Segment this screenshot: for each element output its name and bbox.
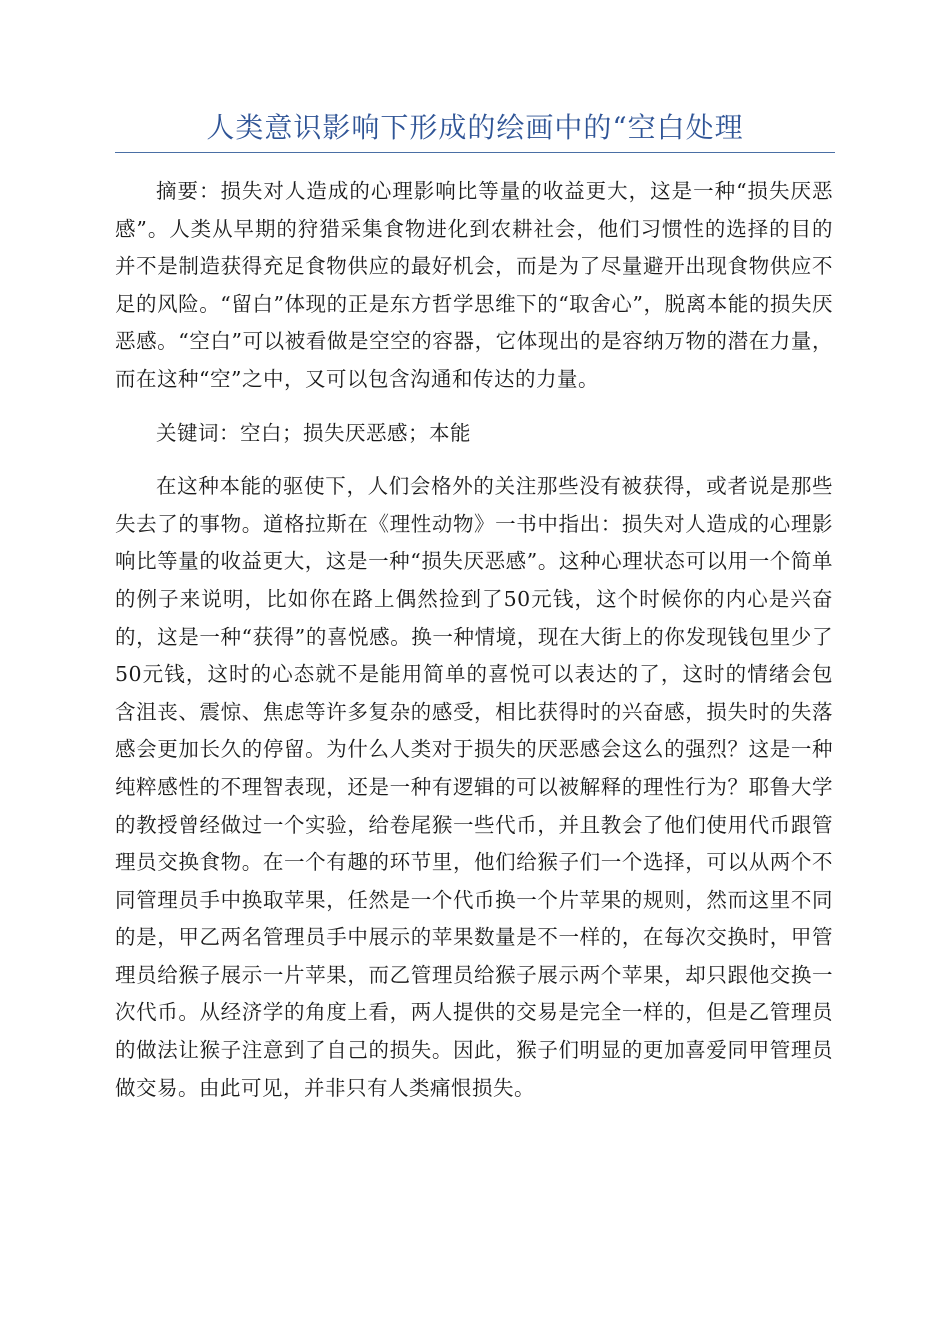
document-body [115, 173, 833, 1123]
title-block [115, 108, 835, 153]
body-paragraph: 在这种本能的驱使下，人们会格外的关注那些没有被获得，或者说是那些失去了的事物。道格拉斯在《理性动物》一书中指出：损失对人造成的心理影响比等量的收益更大，这是一种“损失厌恶感”。这种心理状态可以用一个简单的例子来说明，比如你在路上偶然捡到了50元钱，这个时候你的内心是兴奋的，这是一种“获得”的喜悦感。换一种情境，现在大街上的你发现钱包里少了50元钱，这时的心态就不是能用简单的喜悦可以表达的了，这时的情绪会包含沮丧、震惊、焦虑等许多复杂的感受，相比获得时的兴奋感，损失时的失落感会更加长久的停留。为什么人类对于损失的厌恶感会这么的强烈？这是一种纯粹感性的不理智表现，还是一种有逻辑的可以被解释的理性行为？耶鲁大学的教授曾经做过一个实验，给卷尾猴一些代币，并且教会了他们使用代币跟管理员交换食物。在一个有趣的环节里，他们给猴子们一个选择，可以从两个不同管理员手中换取苹果，任然是一个代币换一个片苹果的规则，然而这里不同的是，甲乙两名管理员手中展示的苹果数量是不一样的，在每次交换时，甲管理员给猴子展示一片苹果，而乙管理员给猴子展示两个苹果，却只跟他交换一次代币。从经济学的角度上看，两人提供的交易是完全一样的，但是乙管理员的做法让猴子注意到了自己的损失。因此，猴子们明显的更加喜爱同甲管理员做交易。由此可见，并非只有人类痛恨损失。 [115, 474, 833, 1100]
abstract-paragraph: 摘要：损失对人造成的心理影响比等量的收益更大，这是一种“损失厌恶感”。人类从早期的狩猎采集食物进化到农耕社会，他们习惯性的选择的目的并不是制造获得充足食物供应的最好机会，而是为了尽量避开出现食物供应不足的风险。“留白”体现的正是东方哲学思维下的“取舍心”，脱离本能的损失厌恶感。“空白”可以被看做是空空的容器，它体现出的是容纳万物的潜在力量，而在这种“空”之中，又可以包含沟通和传达的力量。 [115, 179, 833, 391]
document-title: 人类意识影响下形成的绘画中的“空白处理 [206, 111, 744, 144]
keywords-paragraph: 关键词：空白；损失厌恶感；本能 [156, 420, 471, 445]
